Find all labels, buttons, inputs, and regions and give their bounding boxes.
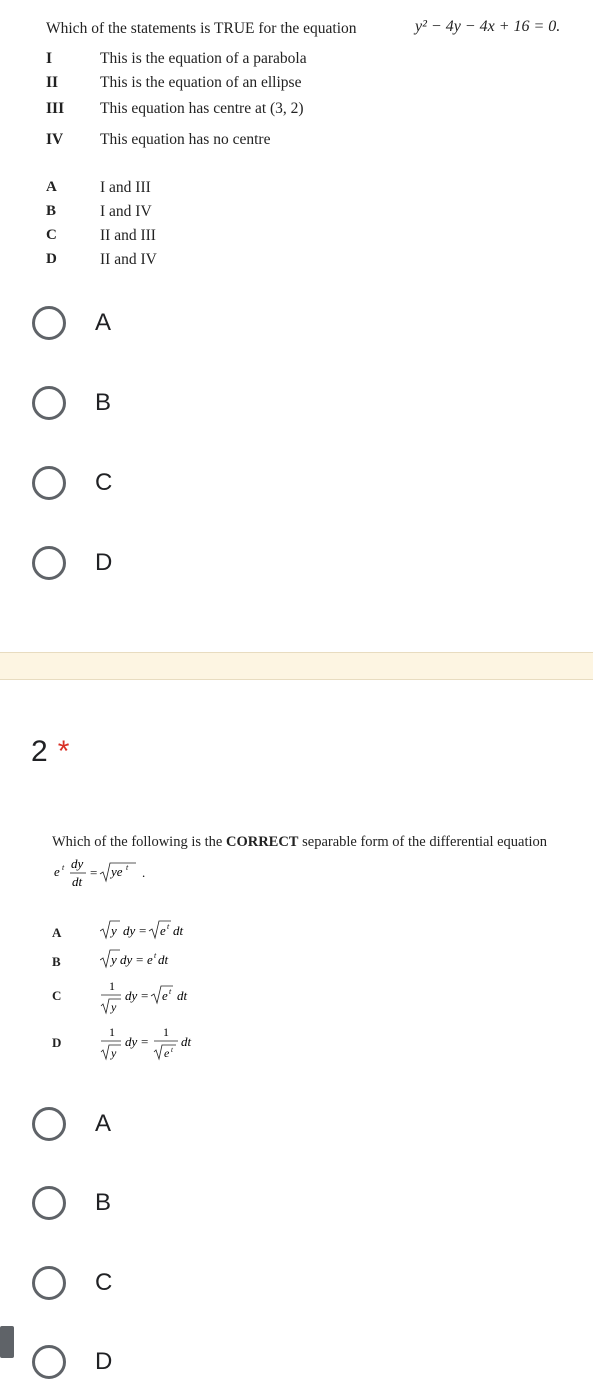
svg-text:dy: dy [120, 952, 133, 967]
svg-text:e: e [160, 923, 166, 938]
svg-text:=: = [141, 988, 149, 1003]
option-text-b: I and IV [100, 203, 152, 220]
radio-button-icon[interactable] [32, 1345, 66, 1379]
svg-text:e: e [162, 988, 168, 1003]
question-1-equation: y² − 4y − 4x + 16 = 0. [415, 18, 561, 35]
q2-option-formula-d [100, 1022, 210, 1068]
q2-choice-c[interactable] [32, 1261, 112, 1305]
svg-text:dt: dt [158, 952, 169, 967]
statement-text-2: This is the equation of an ellipse [100, 74, 302, 91]
svg-text:e: e [164, 1046, 170, 1060]
q2-choice-d[interactable] [32, 1340, 112, 1384]
option-letter-c: C [46, 227, 57, 243]
radio-button-icon[interactable] [32, 1266, 66, 1300]
q2-option-letter-c: C [52, 988, 62, 1003]
svg-text:dy: dy [71, 856, 84, 871]
svg-text:y: y [111, 952, 117, 967]
radio-button-icon[interactable] [32, 1107, 66, 1141]
section-divider [0, 652, 593, 680]
svg-text:dy: dy [125, 988, 138, 1003]
svg-text:t: t [154, 951, 157, 960]
question-1-prompt: Which of the statements is TRUE for the equation [46, 20, 357, 37]
question-2-title [31, 735, 69, 769]
option-letter-a: A [46, 179, 57, 195]
svg-text:1: 1 [109, 979, 115, 993]
prompt-bold-word: CORRECT [225, 834, 299, 850]
svg-text:dy: dy [123, 923, 136, 938]
choice-label: D [95, 549, 113, 576]
statement-text-1: This is the equation of a parabola [100, 50, 307, 67]
choice-label: C [95, 1269, 113, 1296]
choice-label: A [95, 309, 112, 336]
statement-numeral-4: IV [46, 131, 64, 148]
svg-text:1: 1 [163, 1025, 169, 1039]
q1-choice-a[interactable] [32, 301, 111, 345]
option-letter-d: D [46, 251, 57, 267]
prompt-part-1: Which of the following is the [52, 834, 226, 850]
q2-option-formula-b [100, 947, 210, 977]
option-text-d: II and IV [100, 251, 157, 268]
svg-text:dt: dt [72, 874, 83, 889]
statement-text-4: This equation has no centre [100, 131, 271, 148]
svg-text:t: t [167, 922, 170, 931]
q2-choice-b[interactable] [32, 1181, 111, 1225]
required-asterisk: * [57, 735, 70, 768]
q2-option-formula-c [100, 976, 210, 1020]
svg-text:dt: dt [173, 923, 184, 938]
svg-text:y: y [111, 1000, 117, 1014]
q2-option-letter-b: B [52, 954, 61, 969]
svg-text:ye: ye [111, 864, 123, 879]
statement-numeral-3: III [46, 100, 65, 117]
question-2-prompt [52, 834, 547, 851]
svg-text:t: t [126, 863, 129, 872]
svg-text:=: = [139, 923, 147, 938]
radio-button-icon[interactable] [32, 386, 66, 420]
q2-option-letter-d: D [52, 1035, 62, 1050]
svg-text:dt: dt [177, 988, 188, 1003]
q1-choice-d[interactable] [32, 541, 112, 585]
choice-label: A [95, 1110, 112, 1137]
radio-button-icon[interactable] [32, 546, 66, 580]
svg-text:=: = [136, 952, 144, 967]
q2-choice-a[interactable] [32, 1102, 111, 1146]
q1-choice-c[interactable] [32, 461, 112, 505]
svg-text:dt: dt [181, 1034, 192, 1049]
question-number: 2 [31, 735, 48, 768]
svg-text:1: 1 [109, 1025, 115, 1039]
option-text-a: I and III [100, 179, 151, 196]
choice-label: D [95, 1348, 113, 1375]
statement-numeral-1: I [46, 50, 53, 67]
choice-label: B [95, 389, 112, 416]
radio-button-icon[interactable] [32, 1186, 66, 1220]
statement-numeral-2: II [46, 74, 59, 91]
prompt-part-2: separable form of the differential equation [298, 834, 548, 850]
q2-option-formula-a [100, 918, 210, 948]
svg-text:e: e [147, 952, 153, 967]
q2-option-letter-a: A [52, 925, 62, 940]
statement-text-3: This equation has centre at (3, 2) [100, 100, 304, 117]
q1-choice-b[interactable] [32, 381, 111, 425]
svg-text:t: t [62, 863, 65, 872]
svg-text:dy: dy [125, 1034, 138, 1049]
radio-button-icon[interactable] [32, 466, 66, 500]
svg-text:e: e [54, 864, 60, 879]
svg-text:y: y [111, 923, 117, 938]
differential-equation-formula [54, 856, 174, 896]
svg-text:.: . [142, 865, 146, 880]
svg-text:=: = [141, 1034, 149, 1049]
svg-text:t: t [169, 987, 172, 996]
choice-label: B [95, 1189, 112, 1216]
option-text-c: II and III [100, 227, 156, 244]
svg-text:=: = [90, 865, 98, 880]
svg-text:t: t [171, 1046, 173, 1054]
svg-text:y: y [111, 1046, 117, 1060]
option-letter-b: B [46, 203, 57, 219]
scroll-tab-marker [0, 1326, 14, 1358]
radio-button-icon[interactable] [32, 306, 66, 340]
choice-label: C [95, 469, 113, 496]
